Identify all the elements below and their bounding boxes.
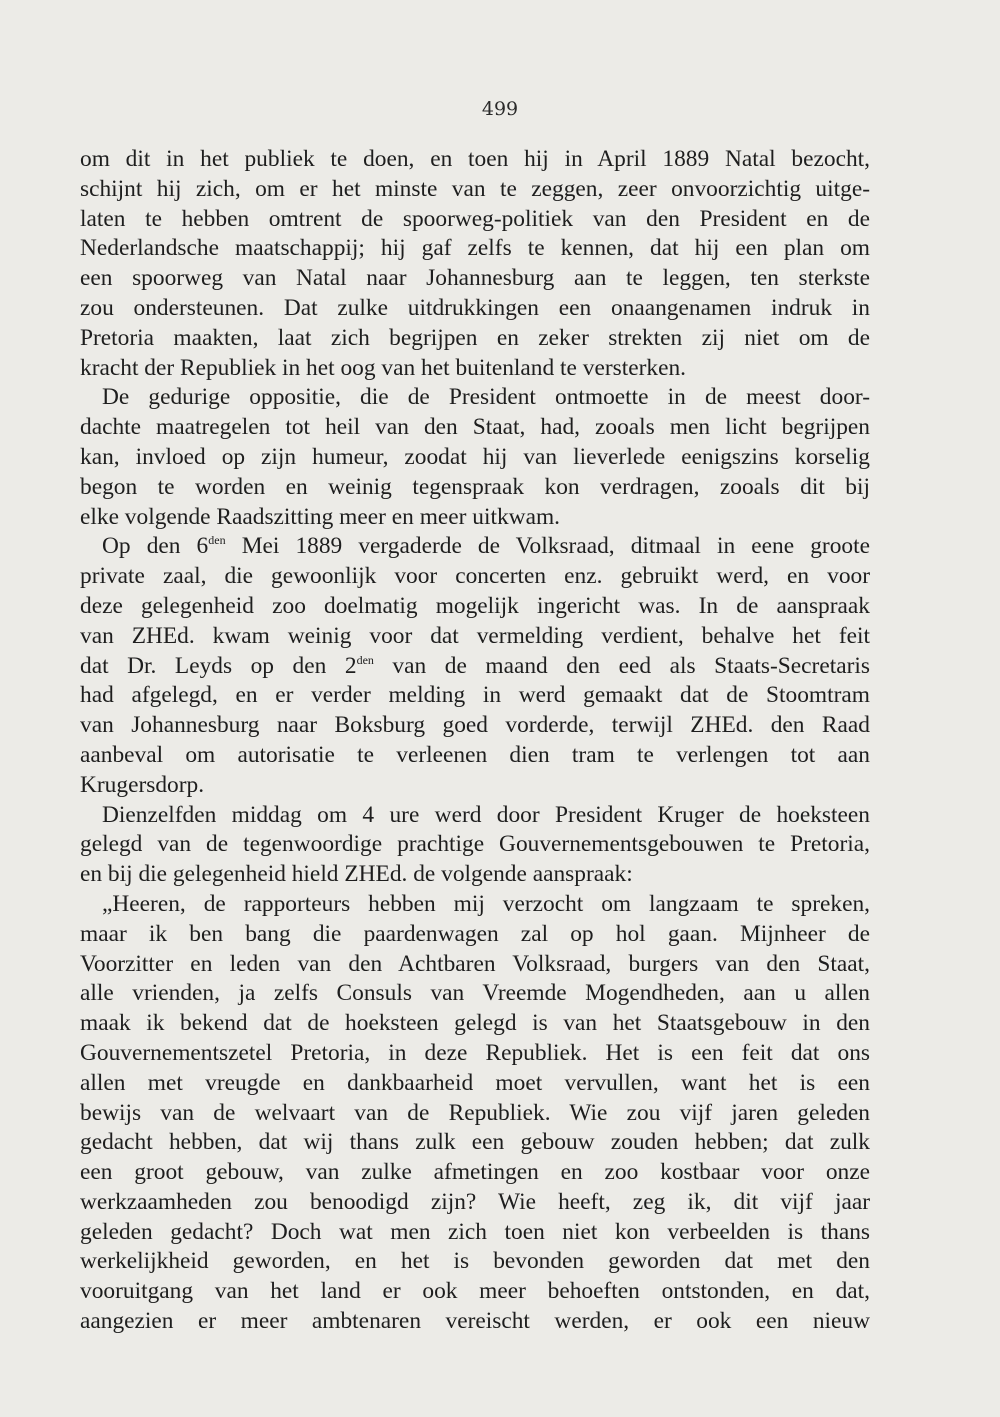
text-fragment: Op den 6 [102, 533, 209, 560]
text-line: gelegd van de tegenwoordige prachtige Gouvernementsgebouwen te Pretoria, [80, 831, 870, 858]
text-line: Dienzelfden middag om 4 ure werd door President Kruger de hoeksteen [102, 801, 870, 828]
text-line: maar ik ben bang die paardenwagen zal op hol gaan. Mijnheer de [80, 920, 870, 947]
text-fragment: Mei 1889 vergaderde de Volksraad, ditmaal in eene groote [225, 533, 870, 560]
text-line: geleden gedacht? Doch wat men zich toen niet kon verbeelden is thans [80, 1218, 870, 1245]
text-fragment: van de maand den eed als Staats-Secretaris [373, 652, 870, 679]
text-line: werkelijkheid geworden, en het is bevonden geworden dat met den [80, 1248, 870, 1275]
text-line: bewijs van de welvaart van de Republiek. Wie zou vijf jaren geleden [80, 1099, 870, 1126]
superscript: den [208, 533, 226, 548]
text-line: elke volgende Raadszitting meer en meer uitkwam. [80, 503, 560, 530]
text-line: deze gelegenheid zoo doelmatig mogelijk ingericht was. In de aanspraak [80, 592, 870, 619]
text-line: Voorzitter en leden van den Achtbaren Volksraad, burgers van den Staat, [80, 950, 870, 977]
text-line: Krugersdorp. [80, 771, 205, 798]
text-line: maak ik bekend dat de hoeksteen gelegd is van het Staatsgebouw in den [80, 1010, 870, 1037]
body-text [80, 145, 870, 1337]
text-line: kan, invloed op zijn humeur, zoodat hij van lieverlede eenigszins korselig [80, 443, 870, 470]
text-line: De gedurige oppositie, die de President ontmoette in de meest door- [102, 384, 870, 411]
text-line: Pretoria maakten, laat zich begrijpen en zeker strekten zij niet om de [80, 324, 870, 351]
text-line: had afgelegd, en er verder melding in werd gemaakt dat de Stoomtram [80, 682, 870, 709]
superscript: den [356, 652, 374, 667]
text-line: alle vrienden, ja zelfs Consuls van Vreemde Mogendheden, aan u allen [80, 980, 870, 1007]
text-line [80, 532, 870, 562]
text-line: werkzaamheden zou benoodigd zijn? Wie heeft, zeg ik, dit vijf jaar [80, 1188, 870, 1215]
text-fragment: dat Dr. Leyds op den 2 [80, 652, 357, 679]
text-line: „Heeren, de rapporteurs hebben mij verzocht om langzaam te spreken, [102, 890, 870, 917]
text-line: vooruitgang van het land er ook meer behoeften ontstonden, en dat, [80, 1278, 870, 1305]
text-line: kracht der Republiek in het oog van het buitenland te versterken. [80, 354, 687, 381]
text-line: een spoorweg van Natal naar Johannesburg aan te leggen, ten sterkste [80, 265, 870, 292]
text-line: van ZHEd. kwam weinig voor dat vermelding verdient, behalve het feit [80, 622, 870, 649]
text-line: gedacht hebben, dat wij thans zulk een gebouw zouden hebben; dat zulk [80, 1129, 870, 1156]
page-number: 499 [481, 98, 519, 120]
text-line: en bij die gelegenheid hield ZHEd. de volgende aanspraak: [80, 861, 633, 888]
text-line: schijnt hij zich, om er het minste van te zeggen, zeer onvoorzichtig uitge- [80, 175, 870, 202]
text-line: begon te worden en weinig tegenspraak kon verdragen, zooals dit bij [80, 473, 870, 500]
text-line: aangezien er meer ambtenaren vereischt werden, er ook een nieuw [80, 1308, 870, 1335]
text-line: aanbeval om autorisatie te verleenen dien tram te verlengen tot aan [80, 741, 870, 768]
text-line [80, 652, 870, 682]
text-line: private zaal, die gewoonlijk voor concerten enz. gebruikt werd, en voor [80, 563, 870, 590]
text-line: Nederlandsche maatschappij; hij gaf zelfs te kennen, dat hij een plan om [80, 235, 870, 262]
text-line: Gouvernementszetel Pretoria, in deze Republiek. Het is een feit dat ons [80, 1039, 870, 1066]
text-line: van Johannesburg naar Boksburg goed vorderde, terwijl ZHEd. den Raad [80, 712, 870, 739]
text-line: dachte maatregelen tot heil van den Staat, had, zooals men licht begrijpen [80, 414, 870, 441]
text-line: zou ondersteunen. Dat zulke uitdrukkingen een onaangenamen indruk in [80, 294, 870, 321]
text-line: een groot gebouw, van zulke afmetingen en zoo kostbaar voor onze [80, 1159, 870, 1186]
text-line: allen met vreugde en dankbaarheid moet vervullen, want het is een [80, 1069, 870, 1096]
text-line: laten te hebben omtrent de spoorweg-politiek van den President en de [80, 205, 870, 232]
text-line: om dit in het publiek te doen, en toen hij in April 1889 Natal bezocht, [80, 146, 870, 172]
